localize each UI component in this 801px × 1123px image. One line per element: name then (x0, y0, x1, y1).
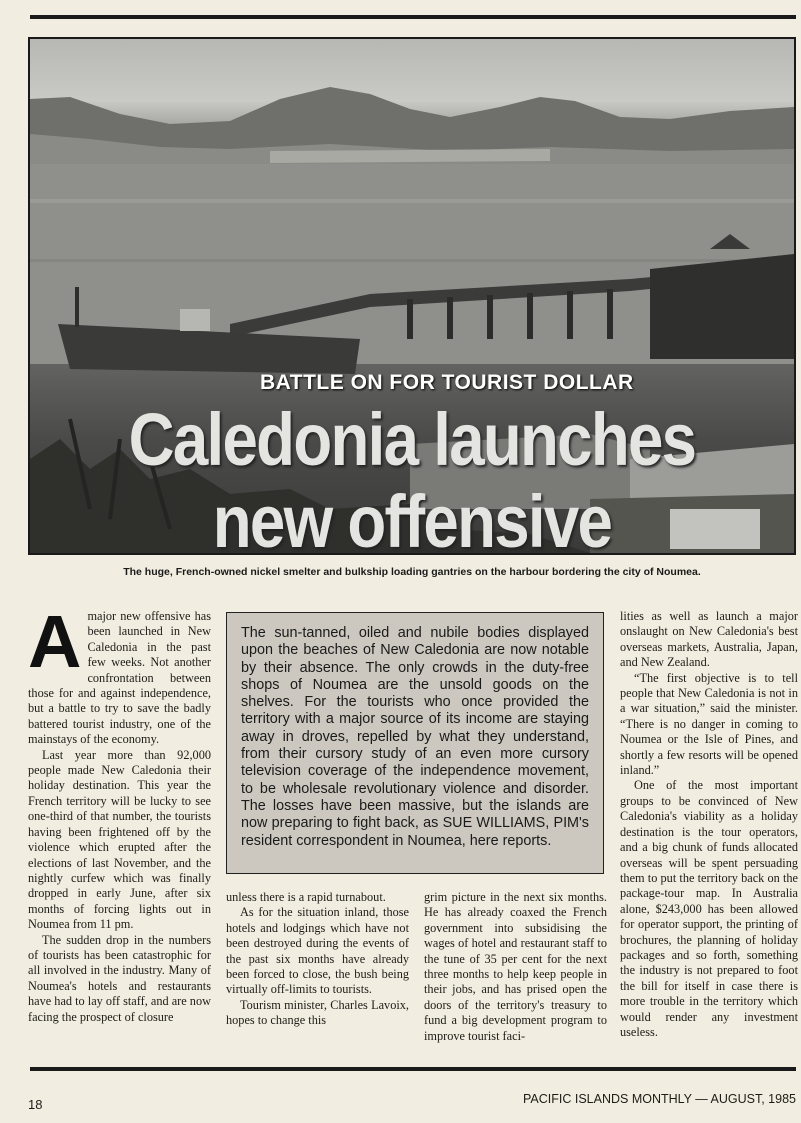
paragraph: unless there is a rapid turnabout. (226, 890, 386, 904)
standfirst-box (226, 612, 604, 874)
kicker-label: BATTLE ON FOR TOURIST DOLLAR (260, 371, 634, 394)
photo-caption: The huge, French-owned nickel smelter and bulkship loading gantries on the harbour bordering the city of Noumea. (123, 566, 701, 578)
bottom-rule (30, 1067, 796, 1071)
paragraph: lities as well as launch a major onslaught on New Caledonia's best overseas markets, Australia, Japan, and New Zealand. (620, 609, 798, 670)
paragraph: grim picture in the next six months. He has already coaxed the French government into subsidising the wages of hotel and restaurant staff to the tune of 35 per cent for the next three months to help keep people in their jobs, and has prised open the doors of the territory's treasury to fund a big development program to improve tourist faci- (424, 890, 607, 1043)
paragraph: The sudden drop in the numbers of tourists has been catastrophic for all involved in the industry. Many of Noumea's hotels and restaurants have had to lay off staff, and are now facing the prospect of closure (28, 932, 211, 1024)
article-column-3 (424, 890, 607, 1044)
standfirst-text: The sun-tanned, oiled and nubile bodies displayed upon the beaches of New Caledonia are now notable by their absence. The only crowds in the duty-free shops of Noumea are the unsold goods on the shelves. For the tourists who once provided the territory with a major source of its income are staying away in droves, repelled by what they understand, from their cursory study of an even more cursory television coverage of the independence movement, to be wholesale revolutionary violence and disorder. The losses have been massive, but the islands are now preparing to fight back, as SUE WILLIAMS, PIM's resident correspondent in Noumea, here reports. (241, 625, 589, 849)
headline-line-1: Caledonia launches (128, 398, 696, 481)
paragraph: Last year more than 92,000 people made New Caledonia their holiday destination. This year the French territory will be lucky to see one-third of that number, the tourists having been frightened off by the violence which erupted after the elections of last November, and the nightly curfew which was finally dropped in early June, after six months of forcing lights out in Noumea from 11 pm. (28, 747, 211, 932)
paragraph: One of the most important groups to be convinced of New Caledonia's viability as a holiday destination is the tour operators, and a big chunk of funds allocated overseas will be spent persuading them to put the territory back on the package-tour map. In Australia alone, $243,000 has been allowed for operator support, the printing of brochures, the planning of holiday packages and so forth, something the industry is not prepared to foot the bill for itself in case there is more trouble in the territory which would render any investment useless. (620, 778, 798, 1039)
article-column-2 (226, 890, 409, 1029)
headline-line-2: new offensive (212, 480, 612, 555)
harbour-photo (28, 37, 796, 555)
article-column-4 (620, 609, 798, 1040)
paragraph: As for the situation inland, those hotels and lodgings which have not been destroyed during the events of the past six months have already been forced to close, the bush being virtually off-limits to tourists. (226, 905, 409, 997)
publication-footer: PACIFIC ISLANDS MONTHLY — AUGUST, 1985 (523, 1092, 796, 1106)
paragraph: “The first objective is to tell people that New Caledonia is not in a war situation,” said the minister. “There is no danger in coming to Noumea or the Isle of Pines, and shortly a few resorts will be opened inland.” (620, 670, 798, 778)
article-column-1 (28, 600, 211, 1025)
drop-cap: A (28, 600, 82, 683)
page-number: 18 (28, 1097, 43, 1112)
top-rule (30, 15, 796, 19)
paragraph: Tourism minister, Charles Lavoix, hopes to change this (226, 997, 409, 1028)
paragraph: major new offensive has been launched in New Caledonia in the past few weeks. Not another confrontation between those for and against independence, but a battle to try to save the badly battered tourist industry, one of the mainstays of the economy. (28, 609, 211, 747)
